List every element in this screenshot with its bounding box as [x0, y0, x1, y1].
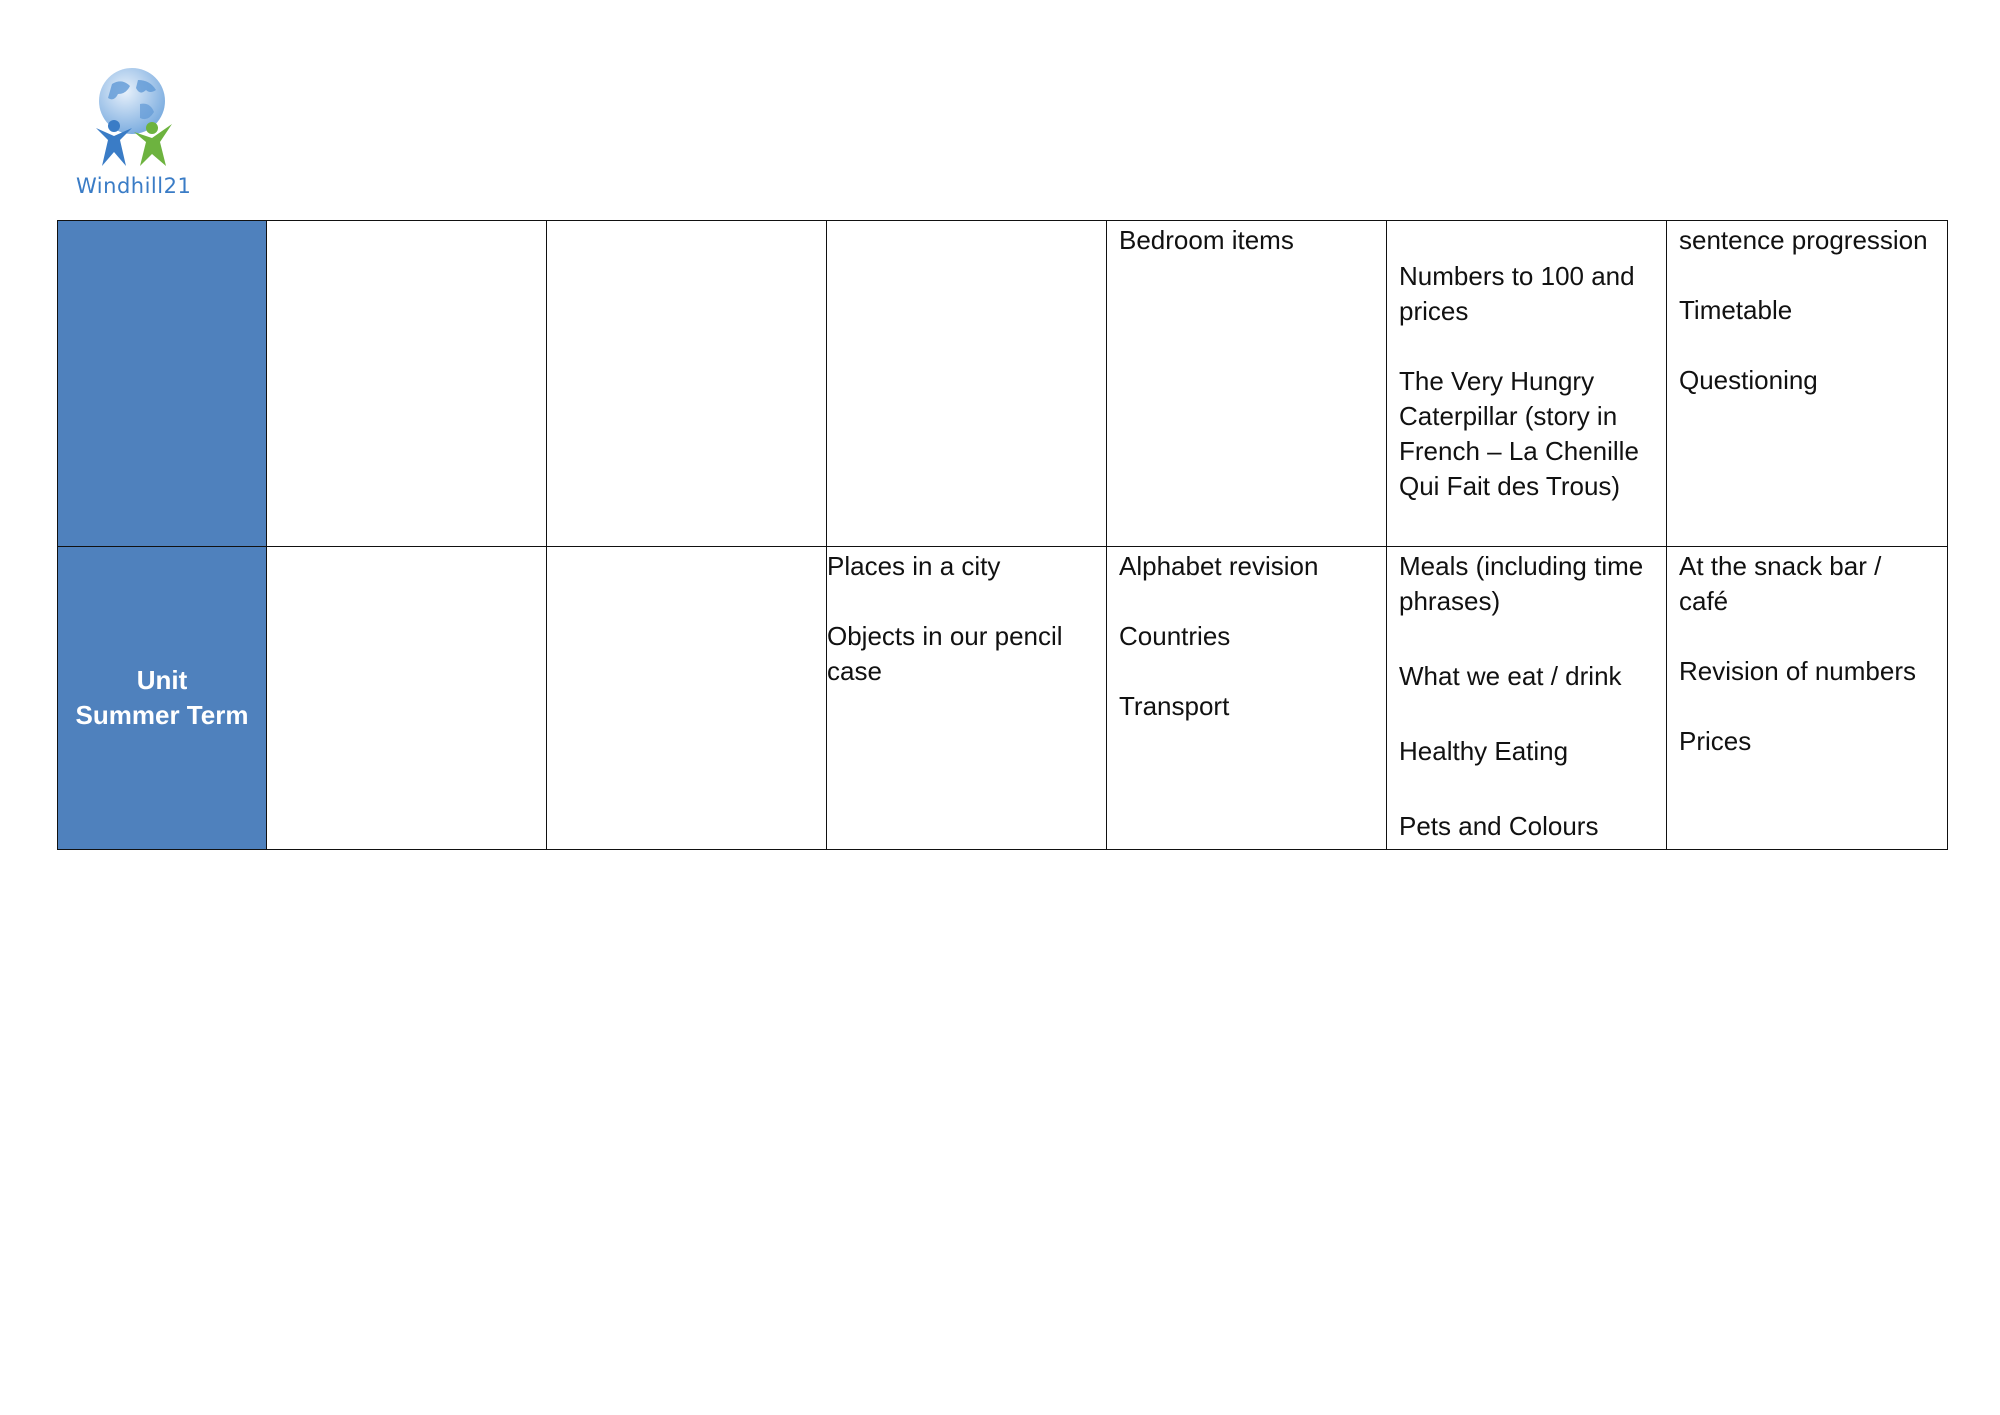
- table-row: [58, 221, 1948, 547]
- cell-text: Timetable: [1679, 295, 1793, 325]
- cell-text: Countries: [1119, 621, 1231, 651]
- cell-text: Healthy Eating: [1399, 736, 1569, 766]
- curriculum-table: [57, 220, 1948, 850]
- cell-text: Places in a city: [827, 551, 1001, 581]
- cell-text: Transport: [1119, 691, 1230, 721]
- cell-text: Revision of numbers: [1679, 656, 1916, 686]
- table-cell: [827, 221, 1107, 547]
- school-logo: [76, 66, 196, 206]
- cell-text: Prices: [1679, 726, 1752, 756]
- table-cell: [827, 547, 1107, 850]
- row-header: [58, 547, 267, 850]
- cell-text: Questioning: [1679, 365, 1818, 395]
- table-cell: [1107, 221, 1387, 547]
- row-header-line-1: Unit: [136, 665, 188, 695]
- cell-text: sentence progression: [1679, 225, 1928, 255]
- table-cell: [267, 547, 547, 850]
- cell-text: Pets and Colours: [1399, 811, 1599, 841]
- cell-text: What we eat / drink: [1399, 661, 1622, 691]
- globe-with-children-icon: [90, 66, 180, 170]
- row-header: [58, 221, 267, 547]
- table-cell: [1107, 547, 1387, 850]
- table-cell: [1667, 547, 1948, 850]
- table-cell: [1667, 221, 1948, 547]
- table-cell: [1387, 221, 1667, 547]
- cell-text: The Very Hungry Caterpillar (story in French – La Chenille Qui Fait des Trous): [1399, 366, 1639, 501]
- cell-text: At the snack bar / café: [1679, 551, 1882, 616]
- logo-text: Windhill21: [76, 174, 192, 198]
- table-cell: [547, 547, 827, 850]
- table-row: [58, 547, 1948, 850]
- table-cell: [1387, 547, 1667, 850]
- cell-text: Bedroom items: [1119, 225, 1294, 255]
- row-header-line-2: Summer Term: [75, 700, 249, 730]
- cell-text: Numbers to 100 and prices: [1399, 261, 1635, 326]
- cell-text: Alphabet revision: [1119, 551, 1319, 581]
- cell-text: Meals (including time phrases): [1399, 551, 1644, 616]
- table-cell: [547, 221, 827, 547]
- table-cell: [267, 221, 547, 547]
- cell-text: Objects in our pencil case: [827, 621, 1063, 686]
